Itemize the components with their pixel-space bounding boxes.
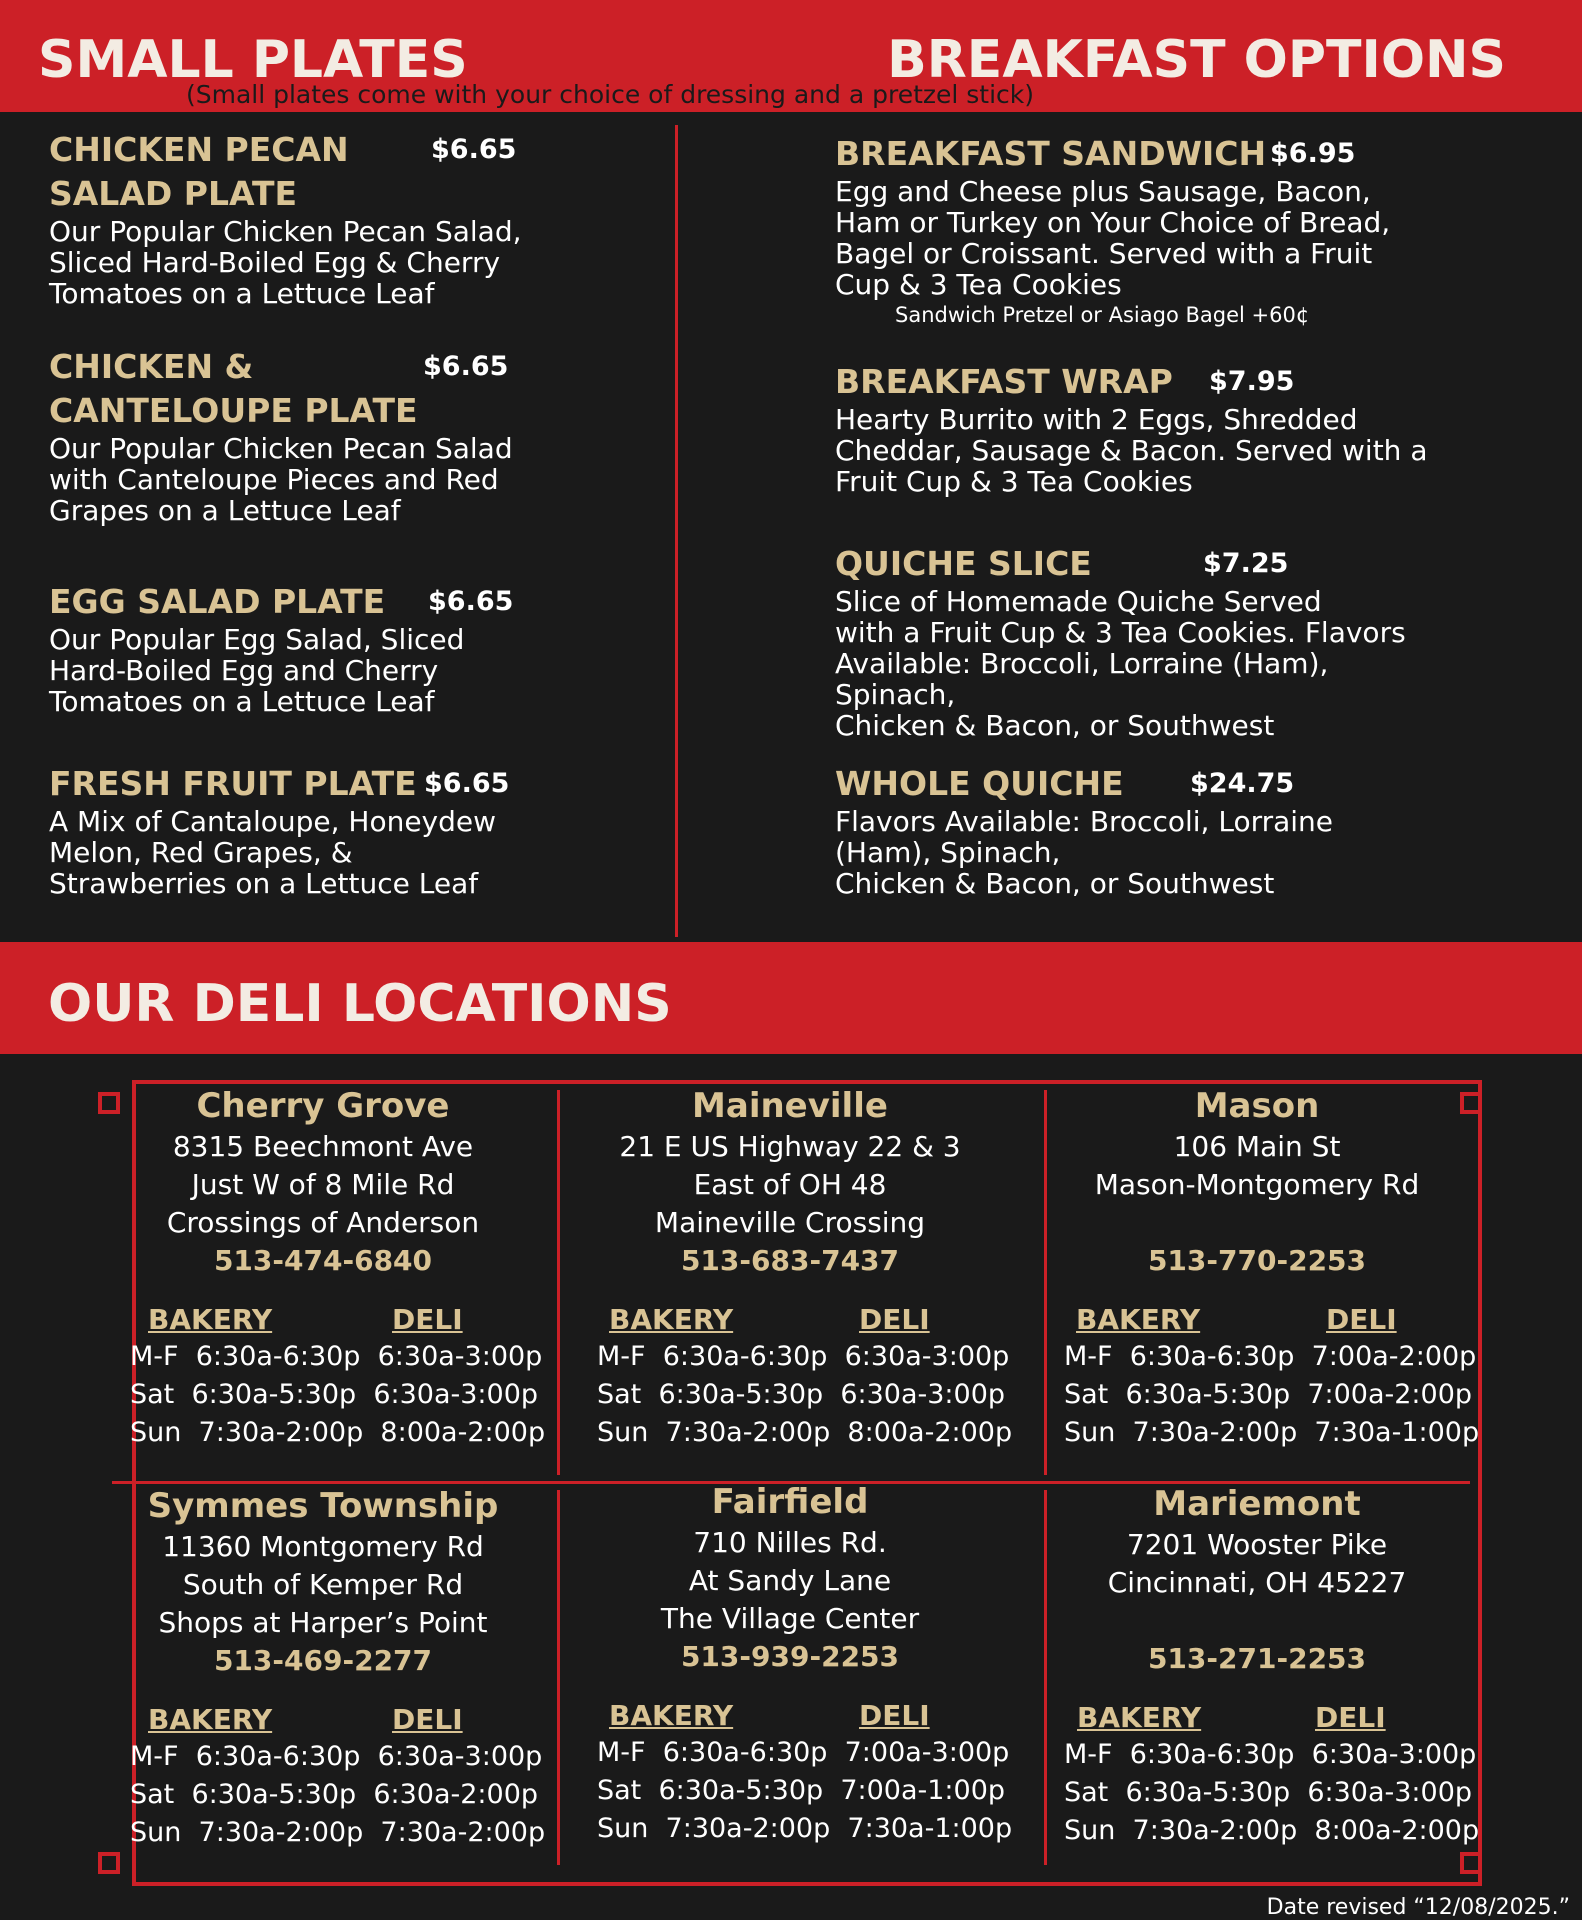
- bakery-hours-header: BAKERY: [1076, 1303, 1201, 1336]
- menu-item-breakfast-wrap: [835, 360, 1535, 497]
- address-line: [1022, 1602, 1492, 1640]
- location-name: Mason: [1194, 1086, 1320, 1126]
- date-revised: Date revised “12/08/2025.”: [1263, 1895, 1574, 1920]
- day: M-F: [130, 1341, 179, 1372]
- item-price: $6.65: [423, 351, 509, 382]
- item-price: $6.95: [1270, 138, 1356, 169]
- location-symmes-township: [88, 1484, 558, 1680]
- day: Sun: [1064, 1417, 1116, 1448]
- bakery-hours: 6:30a-6:30p: [1129, 1341, 1295, 1372]
- menu-item-breakfast-sandwich: [835, 132, 1535, 330]
- deli-hours: 8:00a-2:00p: [847, 1417, 1013, 1448]
- hours-row: [597, 1772, 1005, 1810]
- bakery-hours-header: BAKERY: [609, 1303, 734, 1336]
- day: Sun: [130, 1817, 182, 1848]
- deli-hours: 7:30a-1:00p: [847, 1813, 1013, 1844]
- item-description: Our Popular Egg Salad, Sliced Hard-Boiled Egg and Cherry Tomatoes on a Lettuce Leaf: [49, 623, 465, 718]
- menu-item-whole-quiche: [835, 762, 1535, 899]
- day: Sun: [130, 1417, 182, 1448]
- deli-hours: 7:30a-1:00p: [1314, 1417, 1480, 1448]
- item-name: BREAKFAST SANDWICH: [835, 134, 1267, 173]
- address-line: Just W of 8 Mile Rd: [191, 1168, 455, 1201]
- small-plates-title: SMALL PLATES: [38, 30, 468, 90]
- item-description: Egg and Cheese plus Sausage, Bacon, Ham or Turkey on Your Choice of Bread, Bagel or Croissant. Served with a Fruit Cup & 3 Tea Cookies: [835, 175, 1391, 301]
- item-description: A Mix of Cantaloupe, Honeydew Melon, Red Grapes, & Strawberries on a Lettuce Leaf: [49, 805, 497, 900]
- breakfast-options-title: BREAKFAST OPTIONS: [887, 30, 1506, 90]
- menu-item-chicken-canteloupe: [49, 345, 609, 526]
- address-line: Maineville Crossing: [654, 1206, 926, 1239]
- hours-row: [597, 1734, 1009, 1772]
- hours-row: [1064, 1376, 1472, 1414]
- location-maineville: [555, 1084, 1025, 1280]
- bakery-hours: 6:30a-6:30p: [1129, 1739, 1295, 1770]
- location-name: Mariemont: [1153, 1484, 1361, 1524]
- bakery-hours: 6:30a-6:30p: [662, 1341, 828, 1372]
- item-price: $6.65: [428, 586, 514, 617]
- hours-row: [597, 1338, 1009, 1376]
- top-header-band: [0, 0, 1582, 112]
- locations-title: OUR DELI LOCATIONS: [48, 974, 672, 1034]
- hours-row: [597, 1376, 1005, 1414]
- bakery-hours-header: BAKERY: [148, 1703, 273, 1736]
- address-line: [1022, 1204, 1492, 1242]
- location-cherry-grove: [88, 1084, 558, 1280]
- hours-row: [1064, 1736, 1476, 1774]
- address-line: 106 Main St: [1173, 1130, 1341, 1163]
- location-name: Fairfield: [711, 1482, 869, 1522]
- hours-row: [1064, 1812, 1479, 1850]
- item-price: $24.75: [1190, 768, 1295, 799]
- hours-row: [130, 1414, 545, 1452]
- bakery-hours: 6:30a-5:30p: [191, 1379, 357, 1410]
- day: Sat: [130, 1379, 175, 1410]
- address-line: 21 E US Highway 22 & 3: [619, 1130, 961, 1163]
- deli-hours: 8:00a-2:00p: [1314, 1815, 1480, 1846]
- day: Sat: [130, 1779, 175, 1810]
- phone-number[interactable]: 513-683-7437: [680, 1244, 900, 1277]
- address-line: 8315 Beechmont Ave: [172, 1130, 474, 1163]
- address-line: The Village Center: [660, 1602, 920, 1635]
- deli-hours: 6:30a-3:00p: [373, 1379, 539, 1410]
- deli-hours: 6:30a-3:00p: [844, 1341, 1010, 1372]
- hours-row: [130, 1814, 545, 1852]
- day: M-F: [597, 1737, 646, 1768]
- phone-number[interactable]: 513-939-2253: [680, 1640, 900, 1673]
- frame-corner-ornament: [1460, 1852, 1482, 1874]
- menu-column-divider: [675, 125, 678, 937]
- deli-hours-header: DELI: [392, 1703, 463, 1736]
- item-name: CHICKEN & CANTELOUPE PLATE: [49, 347, 418, 430]
- hours-row: [1064, 1774, 1472, 1812]
- deli-hours: 7:00a-1:00p: [840, 1775, 1006, 1806]
- day: M-F: [1064, 1341, 1113, 1372]
- item-description: Hearty Burrito with 2 Eggs, Shredded Cheddar, Sausage & Bacon. Served with a Fruit Cup & 3 Tea Cookies: [835, 403, 1428, 498]
- item-note: Sandwich Pretzel or Asiago Bagel +60¢: [895, 303, 1310, 327]
- deli-hours: 6:30a-3:00p: [1307, 1777, 1473, 1808]
- day: Sun: [597, 1417, 649, 1448]
- hours-row: [130, 1376, 538, 1414]
- day: M-F: [1064, 1739, 1113, 1770]
- deli-hours-header: DELI: [1326, 1303, 1397, 1336]
- item-name: WHOLE QUICHE: [835, 764, 1124, 803]
- phone-number[interactable]: 513-469-2277: [213, 1644, 433, 1677]
- address-line: Mason-Montgomery Rd: [1094, 1168, 1420, 1201]
- bakery-hours: 6:30a-5:30p: [658, 1379, 824, 1410]
- phone-number[interactable]: 513-271-2253: [1147, 1642, 1367, 1675]
- menu-item-chicken-pecan: [49, 128, 609, 309]
- hours-row: [597, 1414, 1012, 1452]
- bakery-hours: 7:30a-2:00p: [1132, 1417, 1298, 1448]
- address-line: Cincinnati, OH 45227: [1107, 1566, 1407, 1599]
- location-name: Cherry Grove: [196, 1086, 450, 1126]
- deli-hours-header: DELI: [859, 1699, 930, 1732]
- menu-item-fresh-fruit: [49, 762, 609, 899]
- bakery-hours: 6:30a-6:30p: [195, 1741, 361, 1772]
- location-name: Symmes Township: [147, 1486, 499, 1526]
- deli-hours-header: DELI: [392, 1303, 463, 1336]
- address-line: 11360 Montgomery Rd: [162, 1530, 484, 1563]
- item-price: $6.65: [431, 134, 517, 165]
- small-plates-subtitle: (Small plates come with your choice of dressing and a pretzel stick): [185, 80, 1035, 109]
- hours-row: [130, 1338, 542, 1376]
- menu-item-quiche-slice: [835, 542, 1535, 741]
- day: M-F: [597, 1341, 646, 1372]
- location-mariemont: [1022, 1482, 1492, 1678]
- bakery-hours: 6:30a-5:30p: [1125, 1379, 1291, 1410]
- day: Sat: [1064, 1379, 1109, 1410]
- day: Sun: [1064, 1815, 1116, 1846]
- item-price: $6.65: [424, 768, 510, 799]
- address-line: At Sandy Lane: [688, 1564, 892, 1597]
- deli-hours-header: DELI: [859, 1303, 930, 1336]
- deli-hours: 6:30a-3:00p: [377, 1741, 543, 1772]
- deli-hours-header: DELI: [1315, 1701, 1386, 1734]
- item-price: $7.25: [1203, 548, 1289, 579]
- hours-row: [1064, 1338, 1476, 1376]
- address-line: Crossings of Anderson: [166, 1206, 480, 1239]
- day: Sat: [597, 1775, 642, 1806]
- hours-row: [597, 1810, 1012, 1848]
- day: Sat: [1064, 1777, 1109, 1808]
- frame-corner-ornament: [98, 1852, 120, 1874]
- bakery-hours: 6:30a-6:30p: [662, 1737, 828, 1768]
- bakery-hours-header: BAKERY: [148, 1303, 273, 1336]
- hours-row: [130, 1738, 542, 1776]
- item-price: $7.95: [1209, 366, 1295, 397]
- bakery-hours: 6:30a-6:30p: [195, 1341, 361, 1372]
- bakery-hours: 6:30a-5:30p: [658, 1775, 824, 1806]
- bakery-hours: 7:30a-2:00p: [198, 1817, 364, 1848]
- menu-item-egg-salad: [49, 580, 609, 717]
- item-name: BREAKFAST WRAP: [835, 362, 1173, 401]
- phone-number[interactable]: 513-770-2253: [1147, 1244, 1367, 1277]
- item-description: Slice of Homemade Quiche Served with a Fruit Cup & 3 Tea Cookies. Flavors Available: Broccoli, Lorraine (Ham), Spinach, Chicken & Bacon, or Southwest: [835, 585, 1406, 742]
- deli-hours: 7:30a-2:00p: [380, 1817, 546, 1848]
- location-mason: [1022, 1084, 1492, 1280]
- bakery-hours: 7:30a-2:00p: [198, 1417, 364, 1448]
- address-line: South of Kemper Rd: [182, 1568, 464, 1601]
- bakery-hours-header: BAKERY: [609, 1699, 734, 1732]
- day: M-F: [130, 1741, 179, 1772]
- deli-hours: 7:00a-2:00p: [1307, 1379, 1473, 1410]
- item-description: Our Popular Chicken Pecan Salad, Sliced Hard-Boiled Egg & Cherry Tomatoes on a Lettuce Leaf: [49, 215, 522, 310]
- deli-hours: 7:00a-3:00p: [844, 1737, 1010, 1768]
- locations-band: [0, 942, 1582, 1054]
- deli-hours: 6:30a-3:00p: [840, 1379, 1006, 1410]
- address-line: 7201 Wooster Pike: [1126, 1528, 1388, 1561]
- item-description: Flavors Available: Broccoli, Lorraine (Ham), Spinach, Chicken & Bacon, or Southwest: [835, 805, 1334, 900]
- item-name: QUICHE SLICE: [835, 544, 1092, 583]
- address-line: East of OH 48: [693, 1168, 887, 1201]
- deli-hours: 7:00a-2:00p: [1311, 1341, 1477, 1372]
- item-description: Our Popular Chicken Pecan Salad with Canteloupe Pieces and Red Grapes on a Lettuce Leaf: [49, 432, 513, 527]
- phone-number[interactable]: 513-474-6840: [213, 1244, 433, 1277]
- address-line: Shops at Harper’s Point: [158, 1606, 488, 1639]
- bakery-hours: 7:30a-2:00p: [665, 1813, 831, 1844]
- bakery-hours-header: BAKERY: [1077, 1701, 1202, 1734]
- deli-hours: 8:00a-2:00p: [380, 1417, 546, 1448]
- item-name: CHICKEN PECAN SALAD PLATE: [49, 130, 349, 213]
- deli-hours: 6:30a-3:00p: [377, 1341, 543, 1372]
- location-fairfield: [555, 1480, 1025, 1676]
- hours-row: [130, 1776, 538, 1814]
- location-name: Maineville: [692, 1086, 888, 1126]
- item-name: EGG SALAD PLATE: [49, 582, 386, 621]
- item-name: FRESH FRUIT PLATE: [49, 764, 417, 803]
- day: Sun: [597, 1813, 649, 1844]
- bakery-hours: 6:30a-5:30p: [1125, 1777, 1291, 1808]
- hours-row: [1064, 1414, 1479, 1452]
- deli-hours: 6:30a-3:00p: [1311, 1739, 1477, 1770]
- bakery-hours: 7:30a-2:00p: [665, 1417, 831, 1448]
- day: Sat: [597, 1379, 642, 1410]
- deli-hours: 6:30a-2:00p: [373, 1779, 539, 1810]
- bakery-hours: 6:30a-5:30p: [191, 1779, 357, 1810]
- address-line: 710 Nilles Rd.: [693, 1526, 887, 1559]
- bakery-hours: 7:30a-2:00p: [1132, 1815, 1298, 1846]
